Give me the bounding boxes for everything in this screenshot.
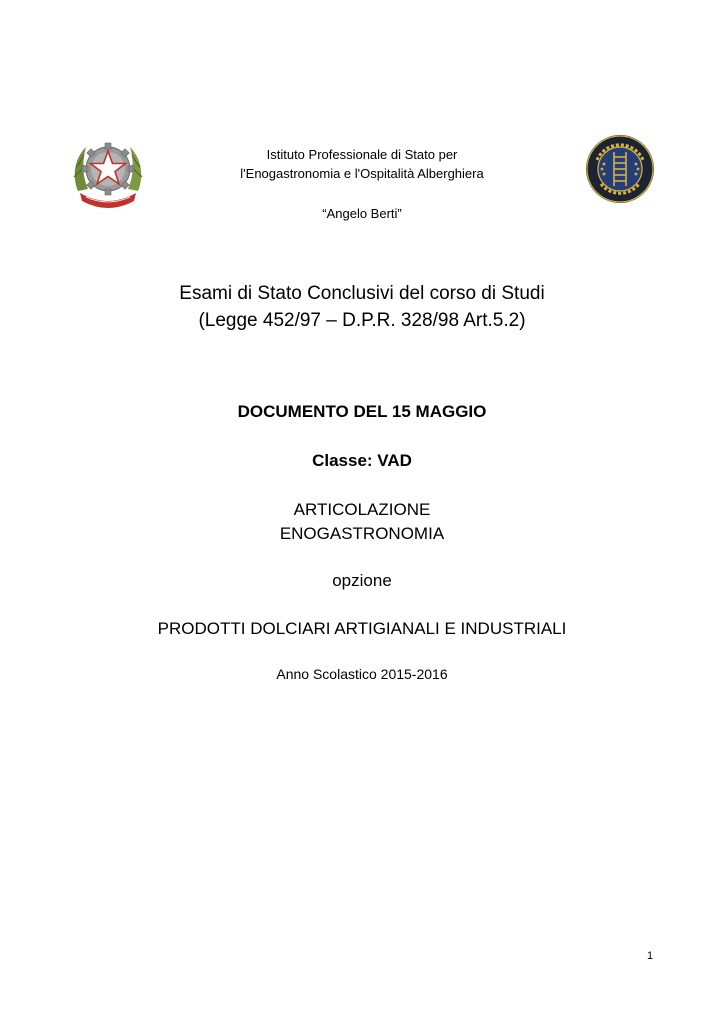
opzione-label: opzione	[332, 571, 392, 590]
institute-name: “Angelo Berti”	[322, 206, 402, 221]
institute-line-1: Istituto Professionale di Stato per	[266, 147, 458, 162]
exam-title-line-2: (Legge 452/97 – D.P.R. 328/98 Art.5.2)	[198, 310, 526, 331]
document-title: DOCUMENTO DEL 15 MAGGIO	[237, 402, 487, 421]
articolazione-line-1: ARTICOLAZIONE	[293, 500, 431, 519]
articolazione-line-2: ENOGASTRONOMIA	[279, 524, 445, 543]
page-number: 1	[646, 950, 654, 962]
institute-line-2: l'Enogastronomia e l'Ospitalità Alberghiera	[240, 166, 484, 181]
exam-title-line-1: Esami di Stato Conclusivi del corso di Studi	[179, 283, 545, 304]
school-year: Anno Scolastico 2015-2016	[276, 666, 448, 682]
class-label: Classe: VAD	[312, 451, 412, 470]
prodotti-title: PRODOTTI DOLCIARI ARTIGIANALI E INDUSTRIALI	[157, 619, 567, 638]
